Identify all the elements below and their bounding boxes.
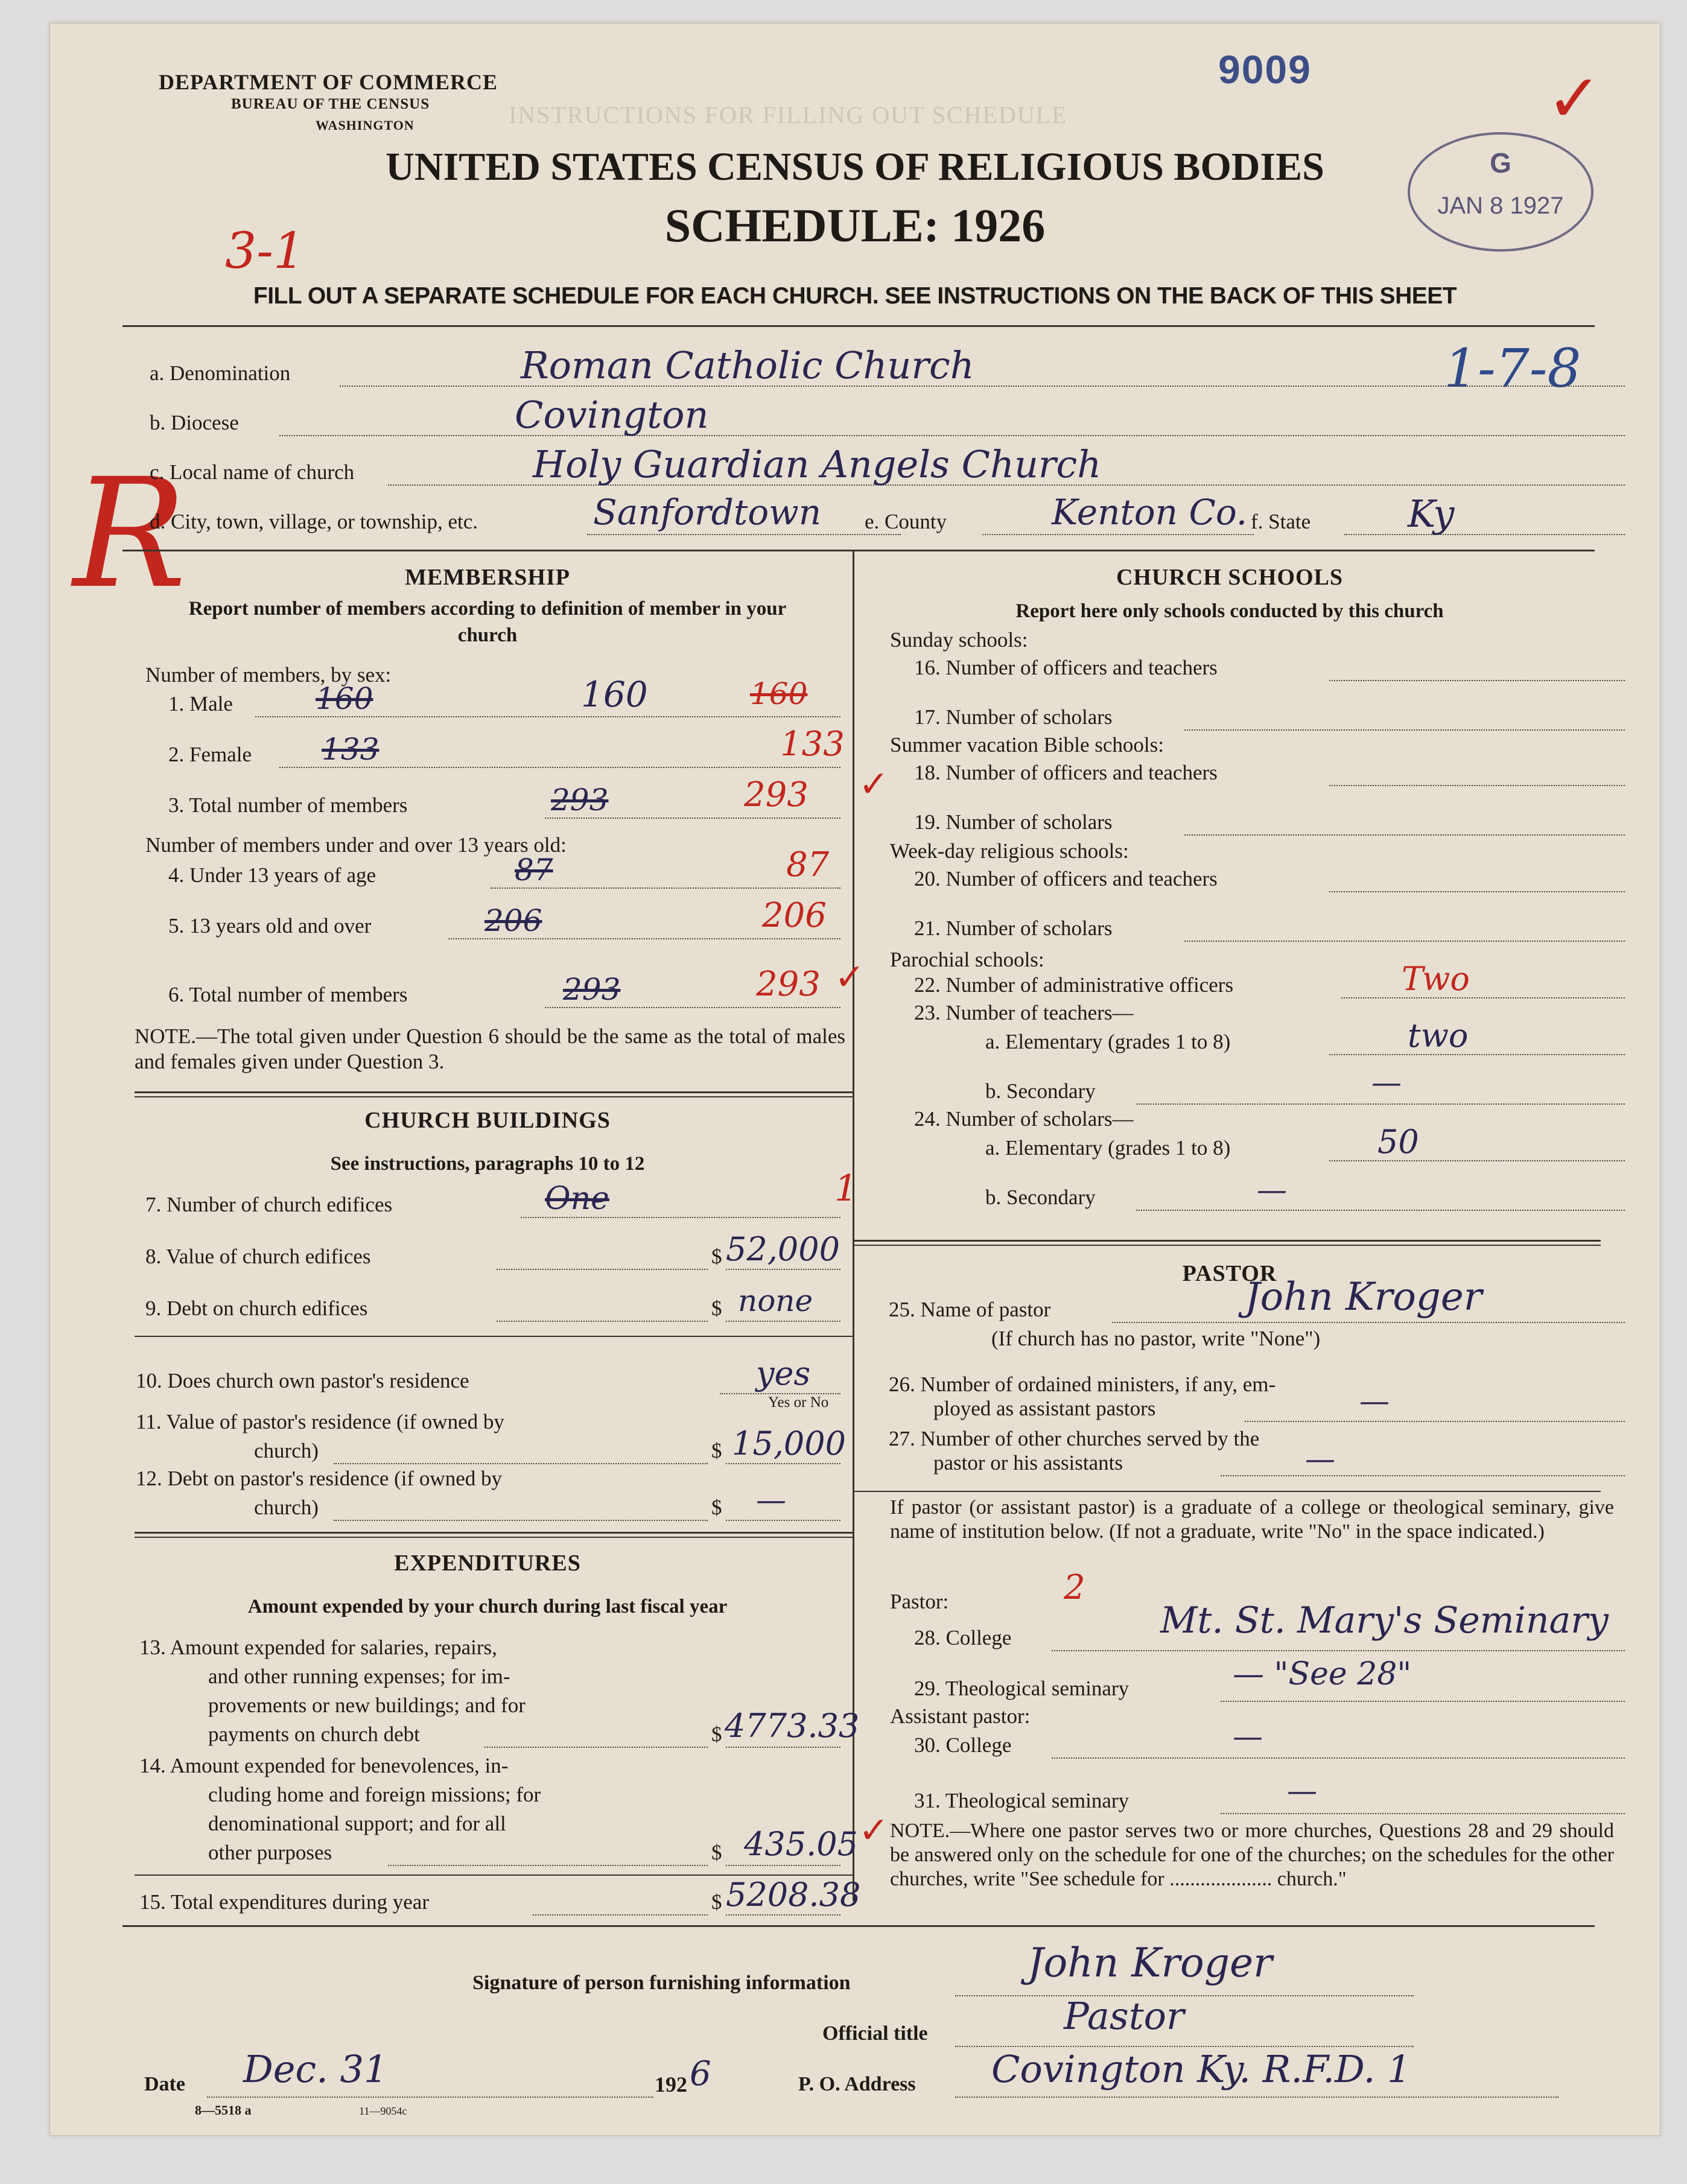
- official-title-value[interactable]: Pastor: [1064, 1994, 1184, 2038]
- q22-value[interactable]: Two: [1402, 960, 1470, 998]
- q28-label: 28. College: [914, 1626, 1012, 1649]
- q5-over13-label: 5. 13 years old and over: [168, 914, 372, 938]
- q10-hint: Yes or No: [768, 1394, 829, 1411]
- members-by-age-label: Number of members under and over 13 years old:: [145, 833, 567, 857]
- q11-line: [726, 1463, 840, 1464]
- church-buildings-heading: CHURCH BUILDINGS: [364, 1108, 611, 1133]
- state-label: f. State: [1251, 510, 1311, 533]
- q14-line1: 14. Amount expended for benevolences, in-: [139, 1754, 509, 1777]
- identification-divider: [122, 550, 1595, 551]
- pastor-note: NOTE.—Where one pastor serves two or more churches, Questions 28 and 29 should be answered only on the schedule for one of the churches; on the schedules for the other churches, write "See schedule for .................... church.": [890, 1820, 1614, 1890]
- q12-label-line2: church): [254, 1496, 319, 1519]
- q18-line: [1329, 785, 1625, 786]
- q31-label: 31. Theological seminary: [914, 1789, 1129, 1812]
- q23b-value[interactable]: —: [1371, 1065, 1402, 1100]
- q3-line: [545, 817, 840, 819]
- fill-out-instruction: FILL OUT A SEPARATE SCHEDULE FOR EACH CHURCH. SEE INSTRUCTIONS ON THE BACK OF THIS SHEET: [253, 283, 1457, 309]
- q15-line: [726, 1914, 840, 1916]
- q4-value[interactable]: 87: [786, 845, 830, 884]
- q14-line4: other purposes: [208, 1841, 332, 1864]
- q5-original-value: 206: [484, 903, 542, 938]
- q8-line: [726, 1269, 840, 1270]
- city-line: [587, 534, 901, 535]
- q2-original-value: 133: [322, 732, 380, 767]
- expenditures-subheading: Amount expended by your church during last fiscal year: [247, 1596, 728, 1617]
- q14-dollar: $: [711, 1841, 722, 1864]
- local-name-label: c. Local name of church: [150, 460, 355, 484]
- members-by-sex-label: Number of members, by sex:: [145, 663, 392, 687]
- q28-line: [1052, 1650, 1625, 1651]
- date-line: [207, 2097, 653, 2098]
- q11-value[interactable]: 15,000: [732, 1424, 846, 1462]
- q9-divider: [135, 1336, 853, 1337]
- q14-line2: cluding home and foreign missions; for: [208, 1783, 541, 1806]
- q8-value[interactable]: 52,000: [726, 1230, 840, 1268]
- received-date-stamp: [1408, 132, 1593, 252]
- q14-check-mark: ✓: [859, 1809, 889, 1852]
- q7-red-value: 1: [834, 1167, 858, 1210]
- serial-number: 9009: [1218, 47, 1312, 92]
- local-name-value[interactable]: Holy Guardian Angels Church: [533, 442, 1102, 486]
- q29-value[interactable]: — "See 28": [1233, 1656, 1412, 1692]
- q15-dollar: $: [711, 1890, 722, 1914]
- signature-value[interactable]: John Kroger: [1028, 1940, 1272, 1986]
- signature-line: [955, 1995, 1414, 1996]
- q15-value[interactable]: 5208.38: [726, 1876, 861, 1914]
- q4-under13-label: 4. Under 13 years of age: [168, 863, 376, 887]
- q27-value[interactable]: —: [1305, 1441, 1335, 1476]
- q16-label: 16. Number of officers and teachers: [914, 656, 1218, 679]
- q25-label: 25. Name of pastor: [889, 1298, 1051, 1321]
- parochial-schools-label: Parochial schools:: [890, 948, 1044, 971]
- q1-male-label: 1. Male: [168, 692, 233, 716]
- q13-leader: [484, 1747, 708, 1748]
- q30-line: [1052, 1757, 1625, 1759]
- q3-original-value: 293: [551, 782, 609, 817]
- q6-check-mark: ✓: [834, 956, 865, 998]
- margin-red-r: R: [73, 446, 187, 621]
- q9-label: 9. Debt on church edifices: [145, 1297, 368, 1320]
- q9-dollar: $: [711, 1297, 722, 1320]
- q7-label: 7. Number of church edifices: [145, 1193, 393, 1216]
- q9-leader: [497, 1321, 708, 1322]
- q2-value[interactable]: 133: [780, 725, 845, 764]
- city-label: d. City, town, village, or township, etc.: [150, 510, 478, 533]
- q24a-line: [1329, 1160, 1625, 1161]
- q6-total-label: 6. Total number of members: [168, 983, 408, 1006]
- q17-line: [1184, 729, 1625, 731]
- q27-line1: 27. Number of other churches served by the: [889, 1427, 1260, 1450]
- denomination-label: a. Denomination: [150, 361, 291, 385]
- q12-leader: [334, 1520, 708, 1521]
- q15-label: 15. Total expenditures during year: [139, 1890, 429, 1914]
- diocese-line: [279, 435, 1625, 436]
- q13-value[interactable]: 4773.33: [725, 1707, 860, 1745]
- buildings-divider-2: [135, 1537, 853, 1538]
- q3-value[interactable]: 293: [744, 775, 809, 814]
- q3-total-label: 3. Total number of members: [168, 793, 408, 817]
- pastor-subheading: Pastor:: [890, 1590, 949, 1613]
- q12-dollar: $: [711, 1496, 722, 1519]
- po-address-line: [955, 2097, 1558, 2098]
- q4-line: [491, 887, 840, 889]
- print-number: 11—9054c: [359, 2105, 407, 2117]
- q29-line: [1221, 1701, 1625, 1702]
- q31-value[interactable]: —: [1287, 1773, 1317, 1808]
- membership-subheading: Report number of members according to definition of member in your church: [188, 598, 787, 646]
- q13-line1: 13. Amount expended for salaries, repairs,: [139, 1636, 497, 1659]
- q23a-line: [1329, 1054, 1625, 1055]
- q4-original-value: 87: [515, 852, 553, 887]
- q8-dollar: $: [711, 1245, 722, 1268]
- q29-label: 29. Theological seminary: [914, 1677, 1129, 1700]
- denomination-value[interactable]: Roman Catholic Church: [521, 343, 974, 387]
- q14-line: [726, 1865, 840, 1866]
- church-schools-heading: CHURCH SCHOOLS: [1116, 565, 1344, 590]
- official-title-label: Official title: [822, 2022, 928, 2045]
- buildings-divider: [135, 1532, 853, 1534]
- margin-code: 1-7-8: [1444, 337, 1581, 399]
- footer-divider: [122, 1925, 1595, 1927]
- diocese-value[interactable]: Covington: [515, 393, 709, 437]
- q1-line: [255, 716, 840, 717]
- q11-leader: [334, 1463, 708, 1464]
- graduate-note: If pastor (or assistant pastor) is a graduate of a college or theological seminary, give name of institution below. (If not a graduate, write "No" in the space indicated.): [890, 1496, 1614, 1543]
- bureau-name: BUREAU OF THE CENSUS: [231, 96, 430, 112]
- q25-value[interactable]: John Kroger: [1245, 1275, 1482, 1319]
- q19-line: [1184, 834, 1625, 836]
- q14-leader: [388, 1865, 708, 1866]
- q13-dollar: $: [711, 1722, 722, 1746]
- header-divider: [122, 325, 1595, 327]
- expenditures-heading: EXPENDITURES: [394, 1551, 581, 1576]
- q17-label: 17. Number of scholars: [914, 705, 1113, 729]
- q1-red-value: 160: [750, 676, 808, 711]
- q20-label: 20. Number of officers and teachers: [914, 867, 1218, 890]
- q27-line: [1221, 1475, 1625, 1476]
- weekday-schools-label: Week-day religious schools:: [890, 839, 1129, 863]
- date-value[interactable]: Dec. 31: [243, 2047, 388, 2091]
- q11-label-line1: 11. Value of pastor's residence (if owned by: [136, 1410, 504, 1433]
- city-value[interactable]: Sanfordtown: [593, 492, 822, 533]
- q30-label: 30. College: [914, 1733, 1012, 1757]
- column-divider: [853, 550, 854, 1901]
- handwritten-code: 3-1: [225, 223, 305, 280]
- q2-line: [279, 767, 840, 768]
- q6-line: [545, 1007, 840, 1008]
- pastor-red-mark: 2: [1064, 1568, 1085, 1607]
- q24b-label: b. Secondary: [985, 1186, 1096, 1209]
- q23a-value[interactable]: two: [1408, 1017, 1469, 1055]
- q8-label: 8. Value of church edifices: [145, 1245, 371, 1268]
- q16-line: [1329, 680, 1625, 681]
- q23-label: 23. Number of teachers—: [914, 1001, 1134, 1024]
- q31-line: [1221, 1813, 1625, 1814]
- q7-value[interactable]: One: [545, 1181, 609, 1217]
- signature-label: Signature of person furnishing information: [472, 1972, 851, 1994]
- form-number: 8—5518 a: [195, 2103, 252, 2118]
- membership-divider-2: [135, 1096, 853, 1097]
- q1-corrected-value[interactable]: 160: [581, 674, 648, 715]
- q14-value[interactable]: 435.05: [744, 1825, 858, 1863]
- q25-note: (If church has no pastor, write "None"): [991, 1327, 1321, 1350]
- diocese-label: b. Diocese: [150, 411, 239, 434]
- q7-line: [521, 1217, 840, 1218]
- q24b-value[interactable]: —: [1257, 1172, 1287, 1207]
- q6-value[interactable]: 293: [756, 965, 821, 1004]
- q11-label-line2: church): [254, 1439, 319, 1462]
- q15-leader: [533, 1914, 708, 1916]
- year-value[interactable]: 6: [690, 2054, 711, 2094]
- q9-value[interactable]: none: [738, 1283, 813, 1318]
- q23a-label: a. Elementary (grades 1 to 8): [985, 1030, 1231, 1053]
- po-address-label: P. O. Address: [798, 2073, 916, 2095]
- q19-label: 19. Number of scholars: [914, 810, 1113, 834]
- q5-line: [448, 938, 840, 939]
- q21-label: 21. Number of scholars: [914, 916, 1113, 940]
- q13-line3: provements or new buildings; and for: [208, 1694, 526, 1717]
- summer-schools-label: Summer vacation Bible schools:: [890, 733, 1164, 757]
- bureau-city: WASHINGTON: [316, 118, 415, 133]
- q2-female-label: 2. Female: [168, 743, 252, 766]
- q22-label: 22. Number of administrative officers: [914, 973, 1234, 997]
- bleed-through-text: INSTRUCTIONS FOR FILLING OUT SCHEDULE: [509, 101, 1068, 129]
- red-check-mark: ✓: [1546, 60, 1603, 137]
- schools-divider-2: [853, 1245, 1601, 1246]
- assistant-pastor-subheading: Assistant pastor:: [890, 1704, 1031, 1728]
- q13-line: [726, 1747, 840, 1748]
- q28-value[interactable]: Mt. St. Mary's Seminary: [1160, 1599, 1609, 1642]
- q12-label-line1: 12. Debt on pastor's residence (if owned by: [136, 1467, 502, 1490]
- membership-heading: MEMBERSHIP: [405, 565, 570, 590]
- q26-line1: 26. Number of ordained ministers, if any, em-: [889, 1373, 1276, 1396]
- date-label: Date: [144, 2073, 185, 2095]
- q12-line: [726, 1520, 840, 1521]
- q23b-label: b. Secondary: [985, 1079, 1096, 1103]
- q25-line: [1112, 1322, 1625, 1323]
- q14-line3: denominational support; and for all: [208, 1812, 506, 1835]
- q26-line2: ployed as assistant pastors: [933, 1397, 1156, 1420]
- q26-line: [1245, 1421, 1625, 1422]
- q12-value[interactable]: —: [756, 1482, 786, 1517]
- county-value[interactable]: Kenton Co.: [1052, 492, 1248, 533]
- po-address-value[interactable]: Covington Ky. R.F.D. 1: [991, 2047, 1411, 2091]
- state-value[interactable]: Ky: [1408, 492, 1455, 536]
- q27-line2: pastor or his assistants: [933, 1451, 1123, 1475]
- q23b-line: [1136, 1103, 1625, 1105]
- sunday-schools-label: Sunday schools:: [890, 628, 1028, 652]
- pastor-divider: [853, 1491, 1601, 1492]
- q22-line: [1341, 997, 1625, 998]
- q1-original-value: 160: [316, 681, 373, 716]
- stamp-mark: G: [1490, 147, 1511, 179]
- county-line: [982, 534, 1254, 535]
- department-name: DEPARTMENT OF COMMERCE: [159, 70, 498, 94]
- q9-line: [726, 1321, 840, 1322]
- q3-check-mark: ✓: [859, 763, 889, 805]
- church-buildings-subheading: See instructions, paragraphs 10 to 12: [330, 1153, 645, 1175]
- q24a-label: a. Elementary (grades 1 to 8): [985, 1136, 1231, 1160]
- form-title: UNITED STATES CENSUS OF RELIGIOUS BODIES: [386, 145, 1324, 189]
- q24a-value[interactable]: 50: [1377, 1123, 1419, 1161]
- q21-line: [1184, 941, 1625, 942]
- q26-value[interactable]: —: [1359, 1383, 1390, 1418]
- stamp-date: JAN 8 1927: [1437, 192, 1564, 219]
- q24b-line: [1136, 1210, 1625, 1211]
- county-label: e. County: [865, 510, 947, 533]
- q18-label: 18. Number of officers and teachers: [914, 761, 1218, 784]
- q11-dollar: $: [711, 1439, 722, 1462]
- membership-note: NOTE.—The total given under Question 6 should be the same as the total of males and females given under Question 3.: [135, 1024, 845, 1073]
- q8-leader: [497, 1269, 708, 1270]
- q20-line: [1329, 891, 1625, 892]
- census-schedule-page: [49, 23, 1660, 2136]
- q13-line4: payments on church debt: [208, 1722, 420, 1746]
- q13-line2: and other running expenses; for im-: [208, 1665, 510, 1688]
- schedule-year: SCHEDULE: 1926: [664, 199, 1046, 252]
- pastor-heading: PASTOR: [1182, 1261, 1277, 1286]
- church-schools-subheading: Report here only schools conducted by this church: [1015, 600, 1444, 622]
- membership-divider: [135, 1091, 853, 1093]
- q10-label: 10. Does church own pastor's residence: [136, 1369, 469, 1392]
- schools-divider: [853, 1240, 1601, 1242]
- q5-value[interactable]: 206: [762, 896, 827, 935]
- q6-original-value: 293: [563, 972, 621, 1007]
- q24-label: 24. Number of scholars—: [914, 1107, 1134, 1131]
- state-line: [1344, 534, 1625, 535]
- year-prefix: 192: [655, 2072, 687, 2097]
- q10-value[interactable]: yes: [756, 1354, 811, 1392]
- q30-value[interactable]: —: [1233, 1719, 1263, 1754]
